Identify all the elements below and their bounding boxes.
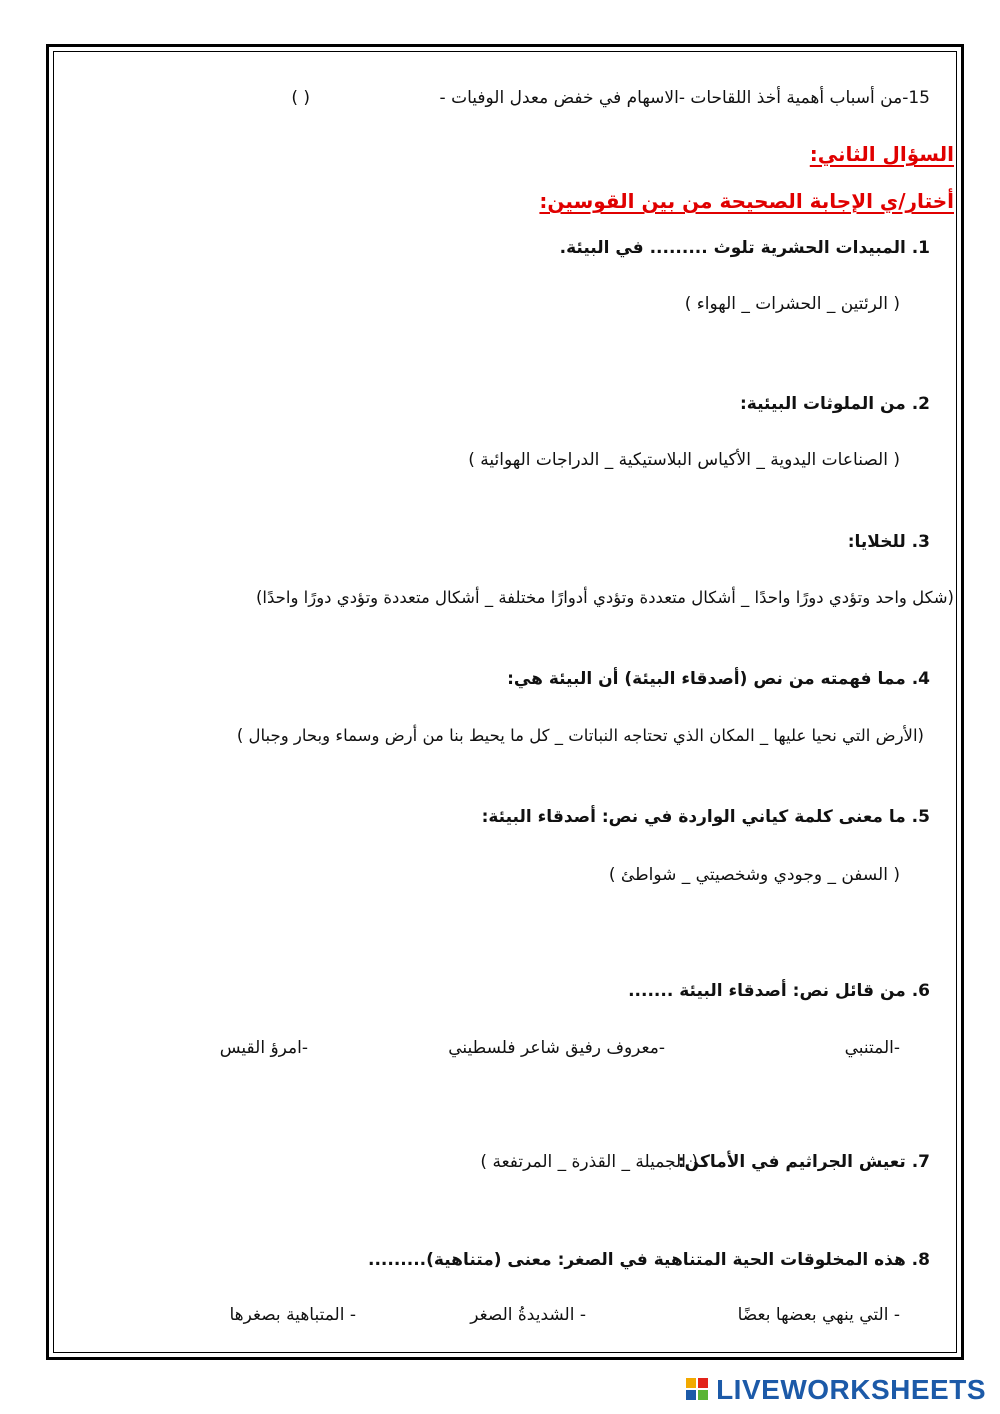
question-6-option-3[interactable]: -امرؤ القيس: [219, 1038, 308, 1058]
question-5-stem: 5. ما معنى كلمة كياني الواردة في نص: أصدقاء البيئة:: [481, 807, 930, 827]
question-3-stem: 3. للخلايا:: [847, 532, 930, 552]
question-3-choices[interactable]: (شكل واحد وتؤدي دورًا واحدًا _ أشكال متعددة وتؤدي أدوارًا مختلفة _ أشكال متعددة وتؤدي دورًا واحدًا): [255, 588, 954, 607]
q15-text: 15-من أسباب أهمية أخذ اللقاحات -الاسهام في خفض معدل الوفيات -: [439, 88, 930, 108]
question-1-choices[interactable]: ( الرئتين _ الحشرات _ الهواء ): [684, 294, 900, 314]
question-6-stem: 6. من قائل نص: أصدقاء البيئة .......: [628, 981, 930, 1001]
question-4-stem: 4. مما فهمته من نص (أصدقاء البيئة) أن البيئة هي:: [507, 669, 930, 689]
question-6-option-1[interactable]: -المتنبي: [844, 1038, 900, 1058]
question-2-choices[interactable]: ( الصناعات اليدوية _ الأكياس البلاستيكية _ الدراجات الهوائية ): [468, 450, 900, 470]
liveworksheets-logo-icon: [686, 1378, 710, 1402]
question-8-option-1[interactable]: - التي ينهي بعضها بعضًا: [737, 1305, 900, 1325]
q15-answer-blank[interactable]: ( ): [291, 88, 310, 108]
question-5-choices[interactable]: ( السفن _ وجودي وشخصيتي _ شواطئ ): [608, 865, 900, 885]
question-2-stem: 2. من الملوثات البيئية:: [739, 394, 930, 414]
question-7-choices[interactable]: ( الجميلة _ القذرة _ المرتفعة ): [480, 1152, 698, 1172]
question-8-option-2[interactable]: - الشديدةُ الصغر: [470, 1305, 586, 1325]
question-1-stem: 1. المبيدات الحشرية تلوث ......... في البيئة.: [559, 238, 930, 258]
section-title: السؤال الثاني:: [809, 142, 954, 166]
question-6-option-2[interactable]: -معروف رفيق شاعر فلسطيني: [448, 1038, 665, 1058]
question-4-choices[interactable]: (الأرض التي نحيا عليها _ المكان الذي تحتاجه النباتات _ كل ما يحيط بنا من أرض وسماء وبحار وجبال ): [236, 726, 924, 745]
question-8-option-3[interactable]: - المتباهية بصغرها: [229, 1305, 356, 1325]
question-8-stem: 8. هذه المخلوقات الحية المتناهية في الصغر: معنى (متناهية).........: [368, 1250, 930, 1270]
liveworksheets-logo: [686, 1374, 986, 1406]
section-instruction: أختار/ي الإجابة الصحيحة من بين القوسين:: [539, 189, 954, 213]
question-7-stem: 7. تعيش الجراثيم في الأماكن:: [677, 1152, 930, 1172]
brand-text: LIVEWORKSHEETS: [716, 1374, 986, 1405]
